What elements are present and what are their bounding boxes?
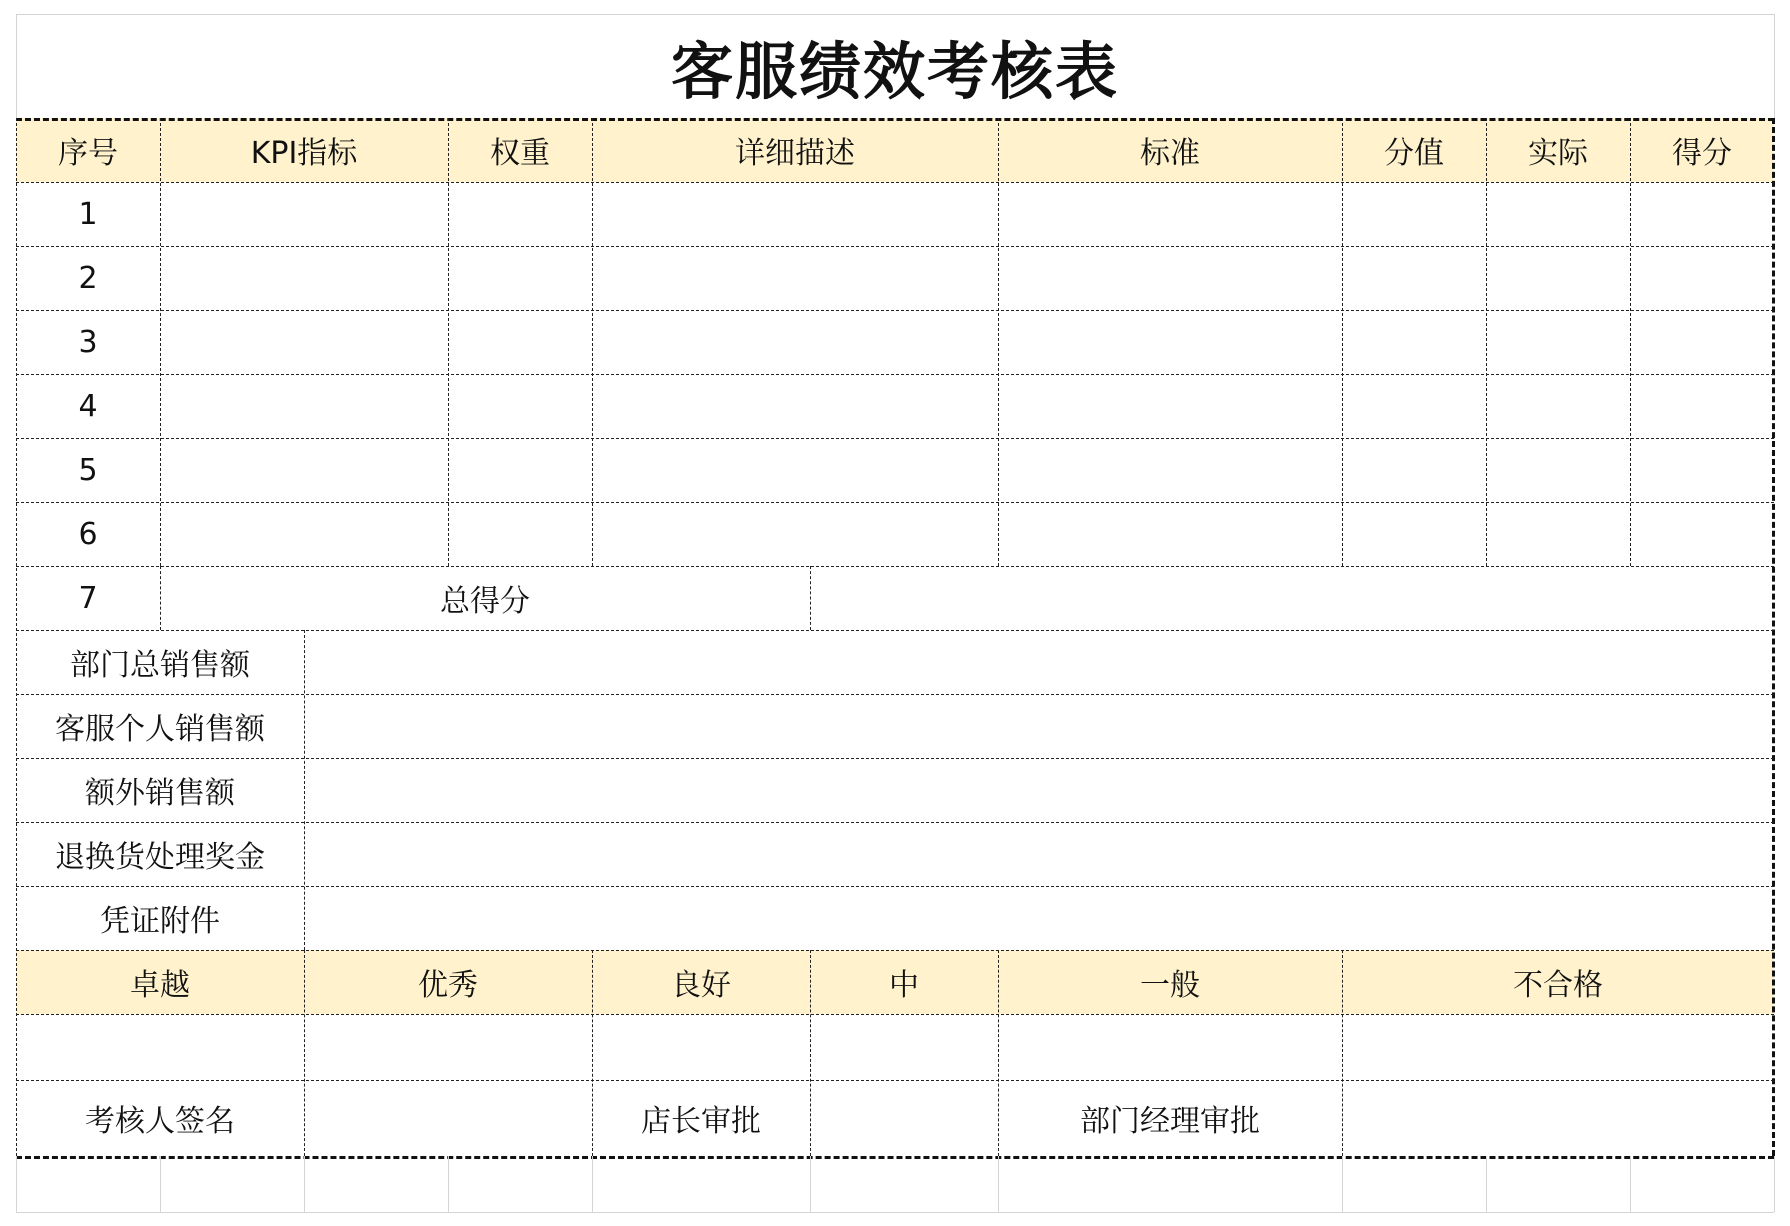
column-header: 实际 — [1528, 136, 1588, 171]
row-separator — [16, 694, 1774, 695]
table-cell[interactable] — [998, 502, 1342, 566]
row-separator — [16, 566, 1774, 567]
column-separator — [304, 950, 305, 1156]
dept-manager-approval-label: 部门经理审批 — [1080, 1104, 1260, 1139]
column-header: 权重 — [490, 136, 550, 171]
row-number: 7 — [78, 580, 98, 616]
row-number: 6 — [78, 516, 98, 552]
table-cell[interactable] — [1486, 246, 1630, 310]
info-label: 客服个人销售额 — [55, 712, 265, 747]
table-cell[interactable] — [1342, 438, 1486, 502]
column-header: 详细描述 — [735, 136, 855, 171]
rating-level-label: 优秀 — [418, 968, 478, 1003]
table-cell[interactable] — [1486, 438, 1630, 502]
table-cell[interactable] — [1342, 374, 1486, 438]
column-header: 标准 — [1140, 136, 1200, 171]
sheet-gridline — [304, 1156, 305, 1212]
table-cell[interactable] — [448, 374, 592, 438]
info-value[interactable] — [304, 694, 1774, 758]
dept-manager-approval-field[interactable] — [1342, 1080, 1774, 1156]
table-right-border — [1772, 118, 1775, 1156]
info-label: 凭证附件 — [100, 904, 220, 939]
row-number: 1 — [78, 196, 98, 232]
row-separator — [16, 182, 1774, 183]
assessor-signature-field[interactable] — [304, 1080, 592, 1156]
table-cell[interactable] — [1486, 182, 1630, 246]
column-separator — [810, 566, 811, 630]
row-separator — [16, 822, 1774, 823]
row-number: 3 — [78, 324, 98, 360]
sheet-gridline — [448, 1156, 449, 1212]
table-cell[interactable] — [1630, 310, 1774, 374]
column-separator — [160, 566, 161, 630]
table-cell[interactable] — [448, 502, 592, 566]
sheet-gridline — [16, 1212, 1774, 1213]
row-separator — [16, 950, 1774, 951]
row-separator — [16, 246, 1774, 247]
sheet-top-gridline — [16, 14, 1774, 15]
info-label: 部门总销售额 — [70, 648, 250, 683]
table-cell[interactable] — [1630, 502, 1774, 566]
column-header: KPI指标 — [250, 136, 358, 171]
table-cell[interactable] — [592, 374, 998, 438]
column-header: 分值 — [1384, 136, 1444, 171]
table-cell[interactable] — [592, 438, 998, 502]
table-cell[interactable] — [1630, 246, 1774, 310]
table-cell[interactable] — [998, 310, 1342, 374]
sheet-gridline — [810, 1156, 811, 1212]
column-header: 序号 — [58, 136, 118, 171]
table-bottom-border — [16, 1156, 1774, 1159]
row-separator — [16, 438, 1774, 439]
table-top-border — [16, 118, 1774, 121]
sheet-gridline — [592, 1156, 593, 1212]
column-header: 得分 — [1672, 136, 1732, 171]
total-score-label: 总得分 — [440, 584, 530, 619]
total-score-value[interactable] — [810, 566, 1774, 630]
table-cell[interactable] — [160, 310, 448, 374]
table-cell[interactable] — [1486, 502, 1630, 566]
sheet-gridline — [1774, 1156, 1775, 1212]
row-separator — [16, 1080, 1774, 1081]
rating-level-label: 不合格 — [1513, 968, 1603, 1003]
table-cell[interactable] — [1342, 182, 1486, 246]
table-cell[interactable] — [160, 502, 448, 566]
table-cell[interactable] — [448, 182, 592, 246]
rating-level-label: 中 — [889, 968, 919, 1003]
table-cell[interactable] — [1342, 502, 1486, 566]
row-number: 4 — [78, 388, 98, 424]
sheet-gridline — [998, 1156, 999, 1212]
table-cell[interactable] — [1630, 374, 1774, 438]
store-manager-approval-label: 店长审批 — [641, 1104, 761, 1139]
table-cell[interactable] — [592, 246, 998, 310]
table-cell[interactable] — [448, 246, 592, 310]
rating-level-label: 卓越 — [130, 968, 190, 1003]
row-separator — [16, 886, 1774, 887]
sheet-gridline — [160, 1156, 161, 1212]
column-separator — [998, 118, 999, 566]
table-cell[interactable] — [1342, 310, 1486, 374]
table-cell[interactable] — [160, 374, 448, 438]
rating-input-cell[interactable] — [810, 1014, 998, 1080]
column-separator — [160, 118, 161, 566]
info-value[interactable] — [304, 630, 1774, 694]
column-separator — [592, 950, 593, 1156]
column-separator — [448, 118, 449, 566]
table-cell[interactable] — [1630, 182, 1774, 246]
table-cell[interactable] — [448, 310, 592, 374]
sheet-gridline — [1342, 1156, 1343, 1212]
info-value[interactable] — [304, 822, 1774, 886]
row-separator — [16, 502, 1774, 503]
info-value[interactable] — [304, 758, 1774, 822]
column-separator — [1486, 118, 1487, 566]
table-cell[interactable] — [592, 182, 998, 246]
row-separator — [16, 758, 1774, 759]
row-separator — [16, 374, 1774, 375]
column-separator — [810, 950, 811, 1156]
column-separator — [1342, 950, 1343, 1156]
page-title: 客服绩效考核表 — [670, 34, 1119, 108]
sheet-gridline — [16, 1156, 17, 1212]
table-cell[interactable] — [998, 438, 1342, 502]
row-number: 2 — [78, 260, 98, 296]
column-separator — [1630, 118, 1631, 566]
rating-level-label: 一般 — [1140, 968, 1200, 1003]
sheet-right-gridline — [1774, 14, 1775, 118]
table-cell[interactable] — [1486, 310, 1630, 374]
info-label: 额外销售额 — [85, 776, 235, 811]
row-separator — [16, 310, 1774, 311]
column-separator — [998, 950, 999, 1156]
assessor-signature-label: 考核人签名 — [85, 1104, 235, 1139]
column-separator — [1342, 118, 1343, 566]
table-cell[interactable] — [592, 502, 998, 566]
table-cell[interactable] — [160, 182, 448, 246]
table-cell[interactable] — [998, 246, 1342, 310]
rating-input-cell[interactable] — [1342, 1014, 1774, 1080]
column-separator — [304, 630, 305, 950]
row-number: 5 — [78, 452, 98, 488]
sheet-left-gridline — [16, 14, 17, 118]
table-cell[interactable] — [448, 438, 592, 502]
info-value[interactable] — [304, 886, 1774, 950]
table-cell[interactable] — [592, 310, 998, 374]
rating-input-cell[interactable] — [592, 1014, 810, 1080]
rating-input-cell[interactable] — [16, 1014, 304, 1080]
rating-level-label: 良好 — [671, 968, 731, 1003]
row-separator — [16, 1014, 1774, 1015]
table-cell[interactable] — [998, 374, 1342, 438]
table-cell[interactable] — [1630, 438, 1774, 502]
table-cell[interactable] — [1342, 246, 1486, 310]
table-cell[interactable] — [998, 182, 1342, 246]
column-separator — [592, 118, 593, 566]
rating-input-cell[interactable] — [304, 1014, 592, 1080]
rating-input-cell[interactable] — [998, 1014, 1342, 1080]
table-cell[interactable] — [160, 246, 448, 310]
table-left-border — [16, 118, 17, 1156]
table-cell[interactable] — [1486, 374, 1630, 438]
sheet-gridline — [1630, 1156, 1631, 1212]
row-separator — [16, 630, 1774, 631]
store-manager-approval-field[interactable] — [810, 1080, 998, 1156]
table-cell[interactable] — [160, 438, 448, 502]
sheet-gridline — [1486, 1156, 1487, 1212]
info-label: 退换货处理奖金 — [55, 840, 265, 875]
